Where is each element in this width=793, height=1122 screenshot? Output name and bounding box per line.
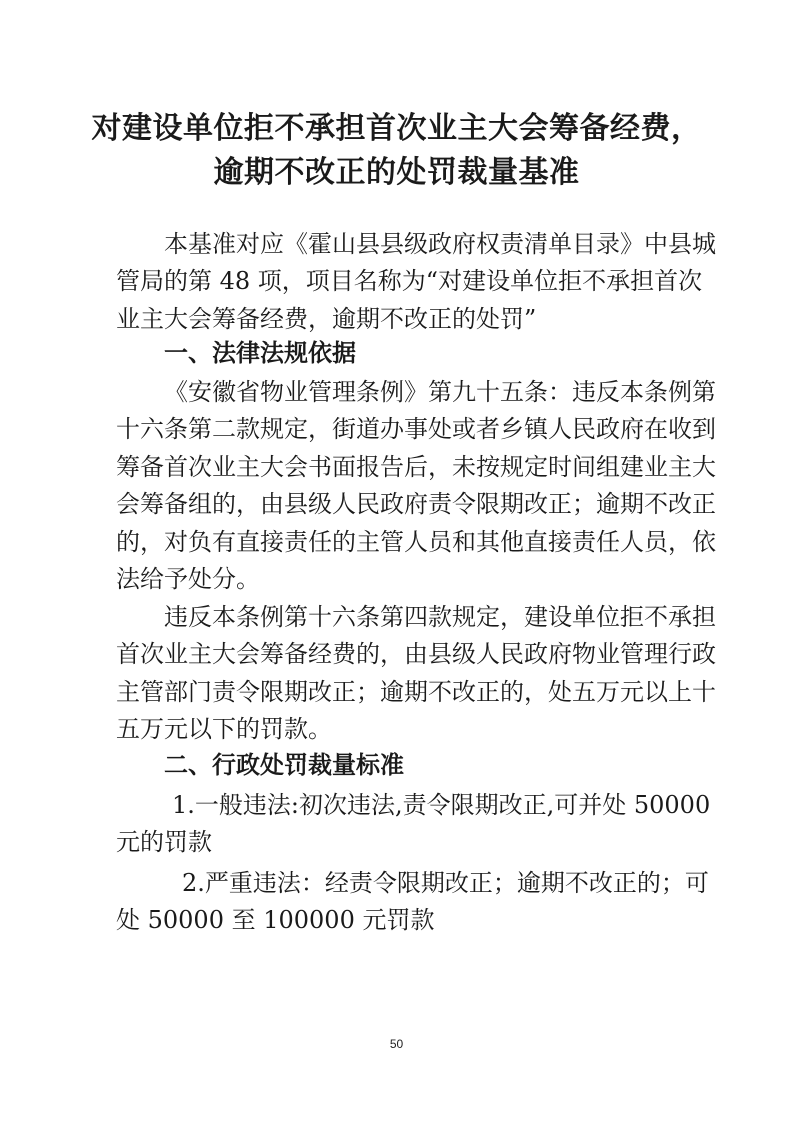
legal-basis-p2-line-4: 五万元以下的罚款。 [116,715,332,743]
standard-item-1-line-2: 元的罚款 [116,828,212,856]
legal-basis-p2-line-2: 首次业主大会筹备经费的，由县级人民政府物业管理行政 [116,640,716,668]
intro-line-3: 业主大会筹备经费，逾期不改正的处罚” [116,305,537,333]
legal-basis-p2-line-3: 主管部门责令限期改正；逾期不改正的，处五万元以上十 [116,678,716,706]
document-title-line-2: 逾期不改正的处罚裁量基准 [213,155,580,190]
intro-line-1: 本基准对应《霍山县县级政府权责清单目录》中县城 [164,230,716,258]
legal-basis-p1-line-4: 会筹备组的，由县级人民政府责令限期改正；逾期不改正 [116,490,716,518]
document-title-line-1: 对建设单位拒不承担首次业主大会筹备经费， [91,111,702,146]
legal-basis-p1-line-2: 十六条第二款规定，街道办事处或者乡镇人民政府在收到 [116,415,716,443]
section-heading-discretion-standard: 二、行政处罚裁量标准 [164,751,404,779]
standard-item-1-line-1: 1.一般违法:初次违法,责令限期改正,可并处 50000 [172,791,711,819]
legal-basis-p1-line-3: 筹备首次业主大会书面报告后，未按规定时间组建业主大 [116,453,716,481]
legal-basis-p1-line-5: 的，对负有直接责任的主管人员和其他直接责任人员，依 [116,528,716,556]
standard-item-2-line-1: 2.严重违法：经责令限期改正；逾期不改正的；可 [182,869,709,897]
page-number: 50 [389,1037,404,1051]
standard-item-2-line-2: 处 50000 至 100000 元罚款 [116,906,435,934]
intro-line-2: 管局的第 48 项，项目名称为“对建设单位拒不承担首次 [116,267,703,295]
legal-basis-p1-line-1: 《安徽省物业管理条例》第九十五条：违反本条例第 [164,378,716,406]
section-heading-legal-basis: 一、法律法规依据 [164,339,356,367]
legal-basis-p1-line-6: 法给予处分。 [116,565,260,593]
legal-basis-p2-line-1: 违反本条例第十六条第四款规定，建设单位拒不承担 [164,603,716,631]
